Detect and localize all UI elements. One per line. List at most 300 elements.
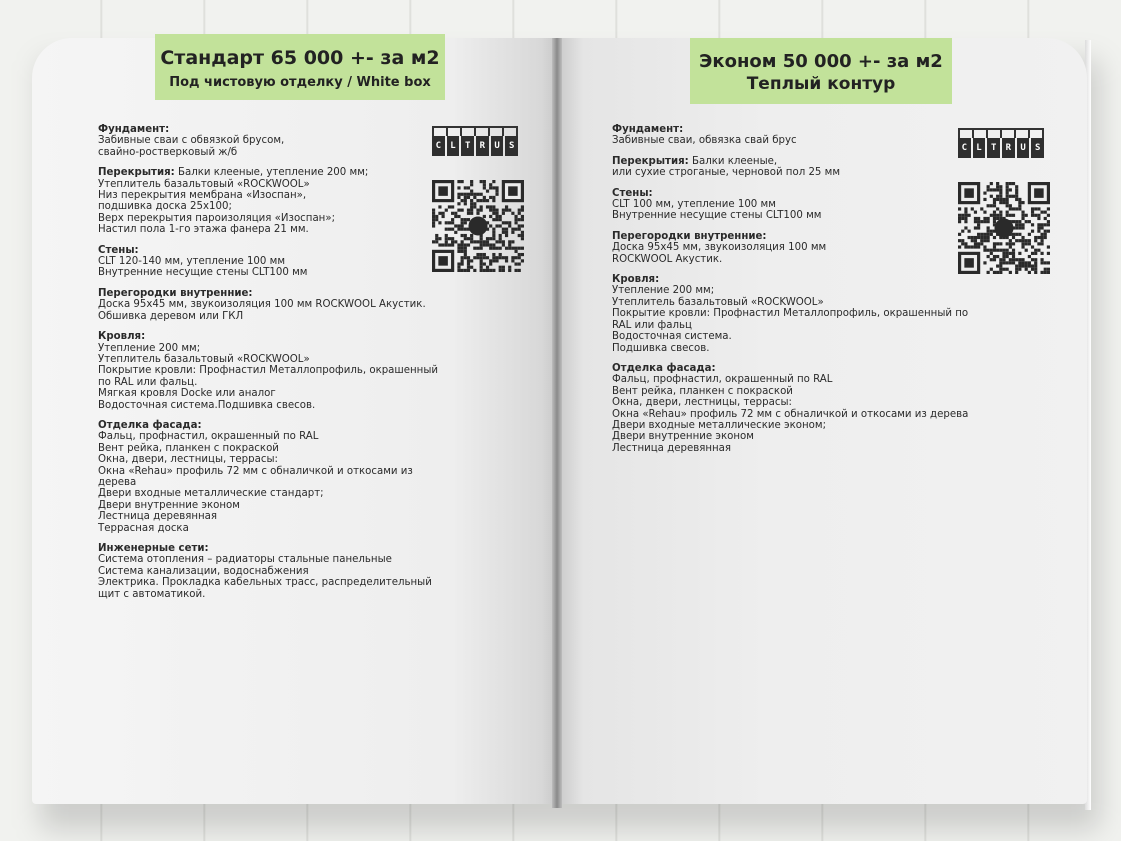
qr-module	[999, 192, 1002, 195]
qr-module	[495, 240, 498, 243]
qr-module	[1044, 271, 1047, 274]
qr-module	[451, 218, 454, 221]
qr-module	[495, 247, 498, 250]
qr-module	[514, 228, 517, 231]
qr-module	[999, 188, 1002, 191]
qr-module	[518, 218, 521, 221]
right-price-header	[690, 38, 952, 104]
qr-module	[996, 198, 999, 201]
section-line: Утеплитель базальтовый «ROCKWOOL»	[612, 296, 824, 308]
qr-module	[1044, 211, 1047, 214]
qr-module	[461, 221, 464, 224]
qr-module	[1028, 271, 1031, 274]
qr-finder-core	[438, 256, 448, 266]
qr-module	[442, 243, 445, 246]
qr-module	[1047, 245, 1050, 248]
qr-module	[514, 250, 517, 253]
qr-module	[445, 221, 448, 224]
qr-module	[492, 253, 495, 256]
qr-module	[1031, 207, 1034, 210]
qr-module	[1015, 192, 1018, 195]
qr-module	[993, 188, 996, 191]
qr-module	[1015, 188, 1018, 191]
qr-module	[990, 230, 993, 233]
qr-module	[470, 202, 473, 205]
section-line: Внутренние несущие стены CLT100 мм	[98, 267, 308, 279]
qr-module	[1015, 258, 1018, 261]
right-header-title: Эконом 50 000 +- за м2	[699, 51, 943, 72]
qr-module	[499, 218, 502, 221]
left-header-title: Стандарт 65 000 +- за м2	[160, 47, 440, 69]
qr-module	[499, 266, 502, 269]
logo-letter: R	[476, 136, 489, 156]
qr-module	[958, 245, 961, 248]
qr-module	[457, 269, 460, 272]
qr-module	[492, 243, 495, 246]
section-title: Фундамент:	[98, 124, 170, 135]
qr-module	[1021, 264, 1024, 267]
qr-module	[483, 253, 486, 256]
qr-module	[495, 193, 498, 196]
qr-module	[1018, 264, 1021, 267]
qr-module	[1028, 255, 1031, 258]
qr-module	[964, 211, 967, 214]
qr-module	[1006, 249, 1009, 252]
qr-module	[1012, 220, 1015, 223]
qr-module	[480, 243, 483, 246]
section-line: CLT 120-140 мм, утепление 100 мм	[98, 256, 286, 268]
qr-module	[489, 269, 492, 272]
qr-module	[1018, 220, 1021, 223]
qr-module	[476, 240, 479, 243]
qr-module	[451, 212, 454, 215]
qr-module	[968, 245, 971, 248]
qr-module	[999, 198, 1002, 201]
qr-module	[461, 234, 464, 237]
section-line: Покрытие кровли: Профнастил Металлопрофиль, окрашенный	[98, 365, 439, 377]
qr-module	[1037, 226, 1040, 229]
qr-module	[996, 195, 999, 198]
qr-module	[964, 220, 967, 223]
qr-module	[1018, 252, 1021, 255]
qr-module	[521, 205, 524, 208]
logo-letter: T	[987, 138, 1000, 158]
qr-module	[457, 228, 460, 231]
qr-module	[1018, 258, 1021, 261]
qr-module	[499, 224, 502, 227]
qr-module	[1006, 188, 1009, 191]
section-line: RAL или фальц	[612, 319, 692, 331]
qr-module	[980, 220, 983, 223]
qr-module	[518, 256, 521, 259]
qr-module	[464, 186, 467, 189]
qr-module	[987, 226, 990, 229]
qr-module	[1012, 214, 1015, 217]
qr-module	[518, 228, 521, 231]
qr-module	[1018, 198, 1021, 201]
qr-module	[476, 193, 479, 196]
section-title: Инженерные сети:	[98, 543, 209, 554]
qr-finder-core	[964, 188, 974, 198]
qr-module	[470, 190, 473, 193]
qr-module	[987, 239, 990, 242]
qr-module	[505, 234, 508, 237]
qr-module	[432, 215, 435, 218]
qr-module	[461, 193, 464, 196]
logo-letter: C	[958, 138, 971, 158]
qr-module	[467, 212, 470, 215]
qr-module	[505, 247, 508, 250]
logo-letters	[432, 136, 518, 156]
qr-module	[1021, 214, 1024, 217]
qr-module	[448, 237, 451, 240]
qr-module	[977, 223, 980, 226]
qr-module	[971, 207, 974, 210]
qr-module	[518, 253, 521, 256]
section-line: Мягкая кровля Docke или аналог	[98, 388, 276, 400]
qr-module	[1006, 198, 1009, 201]
qr-module	[990, 214, 993, 217]
qr-module	[968, 214, 971, 217]
qr-module	[508, 247, 511, 250]
qr-module	[473, 202, 476, 205]
qr-module	[467, 196, 470, 199]
right-spec-list	[612, 124, 1032, 463]
qr-module	[467, 262, 470, 265]
qr-module	[461, 259, 464, 262]
qr-module	[514, 269, 517, 272]
qr-module	[958, 233, 961, 236]
section-title: Перегородки внутренние:	[612, 230, 767, 242]
qr-module	[1009, 214, 1012, 217]
qr-module	[1047, 214, 1050, 217]
qr-module	[1034, 264, 1037, 267]
qr-module	[486, 266, 489, 269]
qr-module	[993, 201, 996, 204]
qr-module	[464, 228, 467, 231]
logo-letter: U	[491, 136, 504, 156]
qr-module	[1040, 242, 1043, 245]
qr-module	[1044, 217, 1047, 220]
qr-module	[1040, 223, 1043, 226]
qr-module	[1025, 220, 1028, 223]
qr-module	[1034, 207, 1037, 210]
qr-module	[451, 205, 454, 208]
qr-module	[505, 259, 508, 262]
section-line: Двери внутренние эконом	[612, 431, 754, 443]
section-line: Окна «Rehau» профиль 72 мм с обналичкой и откосами из дерева	[612, 408, 969, 420]
qr-module	[457, 193, 460, 196]
qr-module	[473, 247, 476, 250]
qr-module	[987, 204, 990, 207]
qr-module	[1009, 204, 1012, 207]
qr-module	[1009, 261, 1012, 264]
qr-module	[1034, 268, 1037, 271]
qr-module	[996, 185, 999, 188]
qr-code-right-icon	[958, 182, 1050, 274]
logo-roof-post	[1042, 128, 1044, 138]
qr-module	[511, 212, 514, 215]
qr-module	[461, 243, 464, 246]
qr-module	[983, 239, 986, 242]
qr-module	[1031, 211, 1034, 214]
qr-module	[1012, 258, 1015, 261]
qr-module	[999, 264, 1002, 267]
qr-module	[1009, 242, 1012, 245]
qr-module	[464, 193, 467, 196]
qr-module	[1006, 255, 1009, 258]
qr-module	[457, 202, 460, 205]
qr-module	[495, 259, 498, 262]
qr-module	[1040, 271, 1043, 274]
qr-module	[495, 186, 498, 189]
qr-module	[480, 209, 483, 212]
qr-module	[451, 243, 454, 246]
qr-module	[977, 233, 980, 236]
qr-module	[451, 240, 454, 243]
qr-module	[508, 269, 511, 272]
qr-module	[492, 247, 495, 250]
qr-module	[996, 207, 999, 210]
section-line: Водосточная система.Подшивка свесов.	[98, 399, 316, 411]
qr-module	[464, 243, 467, 246]
qr-module	[445, 228, 448, 231]
qr-module	[457, 215, 460, 218]
qr-module	[1015, 207, 1018, 210]
qr-module	[511, 228, 514, 231]
qr-module	[974, 217, 977, 220]
qr-module	[1009, 188, 1012, 191]
qr-module	[987, 249, 990, 252]
section-line: Фальц, профнастил, окрашенный по RAL	[612, 374, 833, 386]
qr-module	[511, 240, 514, 243]
qr-module	[1012, 207, 1015, 210]
qr-module	[521, 209, 524, 212]
logo-roof-post	[972, 128, 974, 138]
qr-module	[1018, 268, 1021, 271]
qr-module	[521, 231, 524, 234]
qr-module	[993, 211, 996, 214]
qr-module	[974, 245, 977, 248]
qr-module	[958, 239, 961, 242]
qr-module	[489, 247, 492, 250]
cltrus-logo-left	[432, 126, 518, 160]
qr-module	[1025, 242, 1028, 245]
qr-module	[996, 249, 999, 252]
section-line: Террасная доска	[98, 522, 189, 534]
qr-module	[1006, 185, 1009, 188]
qr-module	[996, 264, 999, 267]
section-title: Фундамент:	[612, 124, 684, 135]
qr-module	[480, 193, 483, 196]
qr-module	[489, 209, 492, 212]
qr-module	[502, 243, 505, 246]
qr-module	[999, 271, 1002, 274]
qr-module	[499, 237, 502, 240]
qr-module	[961, 230, 964, 233]
qr-module	[518, 247, 521, 250]
qr-module	[993, 220, 996, 223]
section-line: щит с автоматикой.	[98, 588, 206, 600]
qr-module	[1015, 226, 1018, 229]
qr-module	[483, 262, 486, 265]
qr-module	[996, 255, 999, 258]
qr-module	[489, 259, 492, 262]
qr-module	[464, 247, 467, 250]
qr-code-left-icon	[432, 180, 524, 272]
qr-module	[435, 234, 438, 237]
qr-module	[476, 209, 479, 212]
qr-module	[996, 182, 999, 185]
qr-module	[486, 199, 489, 202]
qr-module	[432, 221, 435, 224]
qr-module	[467, 269, 470, 272]
qr-module	[480, 256, 483, 259]
qr-module	[483, 180, 486, 183]
qr-module	[1047, 230, 1050, 233]
qr-module	[1006, 204, 1009, 207]
qr-module	[492, 237, 495, 240]
qr-finder-core	[1034, 188, 1044, 198]
qr-module	[990, 204, 993, 207]
qr-module	[987, 188, 990, 191]
qr-module	[974, 211, 977, 214]
qr-module	[432, 240, 435, 243]
qr-module	[980, 236, 983, 239]
qr-module	[1009, 252, 1012, 255]
logo-letter: L	[447, 136, 460, 156]
qr-module	[511, 247, 514, 250]
qr-module	[1037, 207, 1040, 210]
qr-module	[993, 249, 996, 252]
qr-module	[1040, 233, 1043, 236]
qr-module	[464, 253, 467, 256]
qr-module	[457, 180, 460, 183]
qr-module	[495, 190, 498, 193]
qr-module	[1012, 252, 1015, 255]
qr-module	[505, 209, 508, 212]
qr-module	[980, 242, 983, 245]
qr-module	[1015, 185, 1018, 188]
qr-module	[983, 245, 986, 248]
qr-module	[521, 259, 524, 262]
qr-module	[990, 188, 993, 191]
qr-module	[499, 247, 502, 250]
qr-module	[461, 250, 464, 253]
qr-module	[1034, 271, 1037, 274]
qr-module	[987, 271, 990, 274]
qr-module	[1015, 239, 1018, 242]
section-title-suffix: Балки клееные, утепление 200 мм;	[174, 167, 369, 179]
qr-module	[473, 269, 476, 272]
qr-module	[1021, 226, 1024, 229]
qr-module	[508, 266, 511, 269]
qr-module	[977, 226, 980, 229]
qr-module	[511, 256, 514, 259]
qr-module	[1021, 211, 1024, 214]
qr-module	[502, 269, 505, 272]
qr-module	[518, 212, 521, 215]
qr-module	[480, 266, 483, 269]
qr-module	[451, 228, 454, 231]
section-line: Доска 95х45 мм, звукоизоляция 100 мм ROCKWOOL Акустик.	[98, 299, 426, 311]
qr-module	[1047, 261, 1050, 264]
qr-module	[974, 236, 977, 239]
qr-module	[1006, 182, 1009, 185]
qr-module	[1047, 223, 1050, 226]
qr-module	[480, 180, 483, 183]
qr-module	[495, 215, 498, 218]
section-line: Вент рейка, планкен с покраской	[612, 385, 793, 397]
qr-module	[467, 243, 470, 246]
qr-module	[968, 230, 971, 233]
qr-module	[502, 231, 505, 234]
qr-module	[990, 233, 993, 236]
qr-module	[993, 236, 996, 239]
qr-module	[1040, 239, 1043, 242]
qr-module	[489, 183, 492, 186]
logo-roof-post	[446, 126, 448, 136]
section-line: Окна, двери, лестницы, террасы:	[612, 397, 792, 409]
qr-module	[499, 256, 502, 259]
qr-module	[1047, 207, 1050, 210]
qr-module	[980, 207, 983, 210]
qr-module	[1040, 226, 1043, 229]
qr-module	[476, 247, 479, 250]
qr-module	[483, 186, 486, 189]
qr-module	[1021, 217, 1024, 220]
qr-module	[489, 224, 492, 227]
section-line: CLT 100 мм, утепление 100 мм	[612, 199, 776, 211]
qr-module	[996, 217, 999, 220]
qr-module	[1034, 261, 1037, 264]
qr-module	[442, 212, 445, 215]
qr-module	[470, 205, 473, 208]
qr-module	[1006, 252, 1009, 255]
qr-module	[1002, 252, 1005, 255]
qr-module	[1018, 204, 1021, 207]
qr-module	[508, 224, 511, 227]
qr-module	[968, 236, 971, 239]
qr-module	[1018, 226, 1021, 229]
qr-module	[1047, 268, 1050, 271]
qr-module	[470, 259, 473, 262]
section-line: Окна «Rehau» профиль 72 мм с обналичкой и откосами из	[98, 465, 413, 477]
section-line: Двери внутренние эконом	[98, 499, 240, 511]
qr-module	[977, 217, 980, 220]
qr-module	[492, 256, 495, 259]
qr-module	[974, 220, 977, 223]
qr-module	[1025, 214, 1028, 217]
qr-module	[495, 224, 498, 227]
qr-module	[457, 250, 460, 253]
qr-module	[993, 271, 996, 274]
qr-module	[1047, 252, 1050, 255]
qr-module	[448, 228, 451, 231]
qr-module	[1012, 236, 1015, 239]
section-line: Внутренние несущие стены CLT100 мм	[612, 210, 822, 222]
qr-module	[461, 218, 464, 221]
qr-module	[480, 262, 483, 265]
qr-module	[961, 242, 964, 245]
qr-module	[445, 209, 448, 212]
qr-module	[464, 221, 467, 224]
qr-module	[492, 218, 495, 221]
qr-module	[438, 237, 441, 240]
qr-module	[435, 237, 438, 240]
section-line: Низ перекрытия мембрана «Изоспан»,	[98, 190, 307, 202]
qr-module	[1018, 201, 1021, 204]
